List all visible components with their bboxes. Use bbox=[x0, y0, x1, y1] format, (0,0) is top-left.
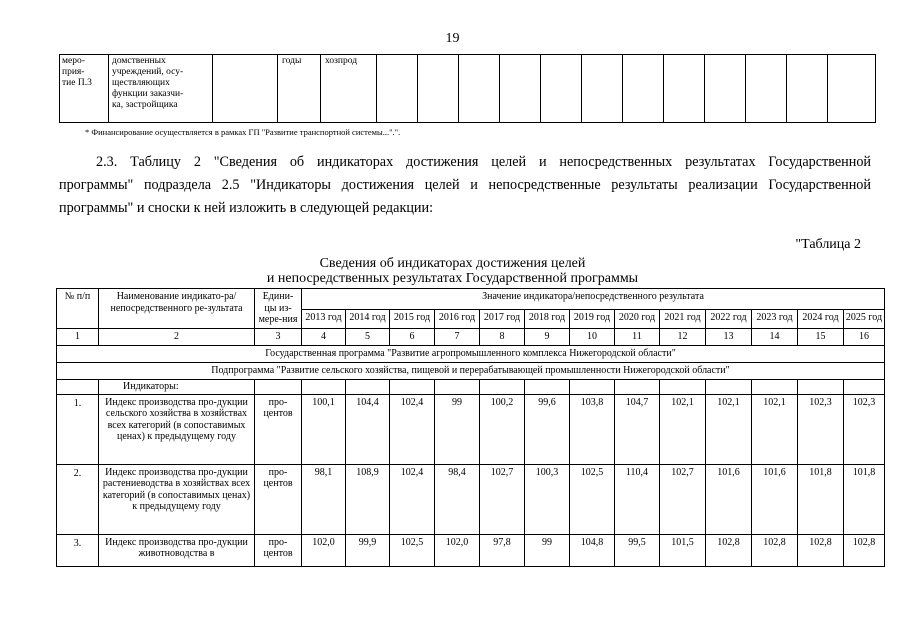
header-unit: Едини-цы из-мере-ния bbox=[255, 289, 302, 329]
value-cell: 104,8 bbox=[570, 534, 615, 566]
column-number: 5 bbox=[346, 328, 390, 345]
header-year: 2014 год bbox=[346, 310, 390, 328]
table-cell bbox=[57, 379, 99, 394]
value-cell: 102,3 bbox=[798, 394, 844, 464]
column-number: 1 bbox=[57, 328, 99, 345]
indicators-label: Индикаторы: bbox=[99, 379, 255, 394]
header-year: 2023 год bbox=[752, 310, 798, 328]
paragraph-line: 2.3. Таблицу 2 "Сведения об индикаторах достижения целей и непосредственных результатах Государственной bbox=[96, 154, 871, 170]
fragment-cell bbox=[664, 55, 705, 123]
table-label: "Таблица 2 bbox=[795, 237, 861, 252]
table-caption-line1: Сведения об индикаторах достижения целей bbox=[319, 256, 586, 271]
value-cell: 100,2 bbox=[480, 394, 525, 464]
header-value-group: Значение индикатора/непосредственного результата bbox=[302, 289, 885, 310]
column-number: 7 bbox=[435, 328, 480, 345]
page-number: 19 bbox=[445, 31, 460, 46]
amendment-paragraph bbox=[59, 151, 871, 220]
column-number: 6 bbox=[390, 328, 435, 345]
fragment-cell bbox=[828, 55, 876, 123]
column-numbers-row bbox=[57, 328, 885, 345]
fragment-cell bbox=[418, 55, 459, 123]
column-number: 10 bbox=[570, 328, 615, 345]
header-year: 2017 год bbox=[480, 310, 525, 328]
paragraph-line: программы" подраздела 2.5 "Индикаторы достижения целей и непосредственные результаты реализации Государственной bbox=[59, 177, 871, 193]
table-caption-line2: и непосредственных результатах Государственной программы bbox=[266, 271, 639, 286]
value-cell: 99,6 bbox=[525, 394, 570, 464]
value-cell: 102,8 bbox=[752, 534, 798, 566]
value-cell: 99 bbox=[435, 394, 480, 464]
value-cell: 102,4 bbox=[390, 464, 435, 534]
header-year: 2016 год bbox=[435, 310, 480, 328]
column-number: 14 bbox=[752, 328, 798, 345]
state-program-row bbox=[57, 345, 885, 362]
value-cell: 103,8 bbox=[570, 394, 615, 464]
column-number: 12 bbox=[660, 328, 706, 345]
value-cell: 102,8 bbox=[798, 534, 844, 566]
value-cell: 101,5 bbox=[660, 534, 706, 566]
value-cell: 102,4 bbox=[390, 394, 435, 464]
value-cell: 100,1 bbox=[302, 394, 346, 464]
value-cell: 102,3 bbox=[844, 394, 885, 464]
value-cell: 102,5 bbox=[570, 464, 615, 534]
indicator-unit: про-центов bbox=[255, 534, 302, 566]
indicator-unit: про-центов bbox=[255, 464, 302, 534]
column-number: 3 bbox=[255, 328, 302, 345]
fragment-cell bbox=[787, 55, 828, 123]
indicator-name: Индекс производства про-дукции животноводства в bbox=[99, 534, 255, 566]
indicators-label-row bbox=[57, 379, 885, 394]
value-cell: 102,7 bbox=[480, 464, 525, 534]
value-cell: 100,3 bbox=[525, 464, 570, 534]
header-num: № п/п bbox=[57, 289, 99, 329]
fragment-cell bbox=[213, 55, 278, 123]
fragment-row bbox=[60, 55, 876, 123]
state-program-title: Государственная программа "Развитие агропромышленного комплекса Нижегородской области" bbox=[57, 345, 885, 362]
continued-table-fragment bbox=[59, 54, 876, 123]
header-year: 2020 год bbox=[615, 310, 660, 328]
value-cell: 101,8 bbox=[798, 464, 844, 534]
header-year: 2019 год bbox=[570, 310, 615, 328]
fragment-cell bbox=[705, 55, 746, 123]
indicator-name: Индекс производства про-дукции сельского хозяйства в хозяйствах всех категорий (в сопоставимых ценах) к предыдущему году bbox=[99, 394, 255, 464]
value-cell: 102,1 bbox=[660, 394, 706, 464]
value-cell: 104,4 bbox=[346, 394, 390, 464]
value-cell: 104,7 bbox=[615, 394, 660, 464]
header-year: 2021 год bbox=[660, 310, 706, 328]
value-cell: 102,0 bbox=[435, 534, 480, 566]
value-cell: 101,6 bbox=[752, 464, 798, 534]
footnote: * Финансирование осуществляется в рамках ГП "Развитие транспортной системы...".". bbox=[85, 127, 401, 137]
value-cell: 101,8 bbox=[844, 464, 885, 534]
header-name: Наименование индикато-ра/непосредственного ре-зультата bbox=[99, 289, 255, 329]
column-number: 4 bbox=[302, 328, 346, 345]
indicator-name: Индекс производства про-дукции растениеводства в хозяйствах всех категорий (в сопоставимых ценах) к предыдущему году bbox=[99, 464, 255, 534]
table-cell bbox=[255, 379, 302, 394]
fragment-cell bbox=[459, 55, 500, 123]
fragment-cell bbox=[746, 55, 787, 123]
column-number: 16 bbox=[844, 328, 885, 345]
table-row bbox=[57, 464, 885, 534]
value-cell: 102,7 bbox=[660, 464, 706, 534]
header-year: 2018 год bbox=[525, 310, 570, 328]
column-number: 9 bbox=[525, 328, 570, 345]
value-cell: 98,4 bbox=[435, 464, 480, 534]
value-cell: 102,5 bbox=[390, 534, 435, 566]
header-year: 2025 год bbox=[844, 310, 885, 328]
column-number: 13 bbox=[706, 328, 752, 345]
value-cell: 102,1 bbox=[752, 394, 798, 464]
fragment-cell-activity: меро- прия- тие П.3 bbox=[60, 55, 109, 123]
column-number: 2 bbox=[99, 328, 255, 345]
fragment-cell bbox=[377, 55, 418, 123]
row-number: 3. bbox=[57, 534, 99, 566]
fragment-cell bbox=[500, 55, 541, 123]
value-cell: 99 bbox=[525, 534, 570, 566]
fragment-cell-years: годы bbox=[278, 55, 321, 123]
value-cell: 97,8 bbox=[480, 534, 525, 566]
column-number: 11 bbox=[615, 328, 660, 345]
fragment-cell-executor: домственных учреждений, осу- ществляющих функции заказчи- ка, застройщика bbox=[109, 55, 213, 123]
indicators-table bbox=[56, 288, 885, 567]
header-row bbox=[57, 289, 885, 310]
value-cell: 99,5 bbox=[615, 534, 660, 566]
value-cell: 108,9 bbox=[346, 464, 390, 534]
column-number: 8 bbox=[480, 328, 525, 345]
table-row bbox=[57, 394, 885, 464]
fragment-cell bbox=[582, 55, 623, 123]
column-number: 15 bbox=[798, 328, 844, 345]
value-cell: 99,9 bbox=[346, 534, 390, 566]
value-cell: 98,1 bbox=[302, 464, 346, 534]
row-number: 1. bbox=[57, 394, 99, 464]
value-cell: 101,6 bbox=[706, 464, 752, 534]
paragraph-line: программы" и сноски к ней изложить в следующей редакции: bbox=[59, 200, 434, 216]
value-cell: 102,0 bbox=[302, 534, 346, 566]
value-cell: 110,4 bbox=[615, 464, 660, 534]
fragment-cell bbox=[623, 55, 664, 123]
value-cell: 102,8 bbox=[706, 534, 752, 566]
value-cell: 102,8 bbox=[844, 534, 885, 566]
value-cell: 102,1 bbox=[706, 394, 752, 464]
indicator-unit: про-центов bbox=[255, 394, 302, 464]
header-year: 2013 год bbox=[302, 310, 346, 328]
fragment-cell-source: хозпрод bbox=[321, 55, 377, 123]
header-year: 2024 год bbox=[798, 310, 844, 328]
subprogram-title: Подпрограмма "Развитие сельского хозяйства, пищевой и перерабатывающей промышленности Нижегородской области" bbox=[57, 362, 885, 379]
subprogram-row bbox=[57, 362, 885, 379]
header-year: 2022 год bbox=[706, 310, 752, 328]
row-number: 2. bbox=[57, 464, 99, 534]
fragment-cell bbox=[541, 55, 582, 123]
header-year: 2015 год bbox=[390, 310, 435, 328]
table-row bbox=[57, 534, 885, 566]
